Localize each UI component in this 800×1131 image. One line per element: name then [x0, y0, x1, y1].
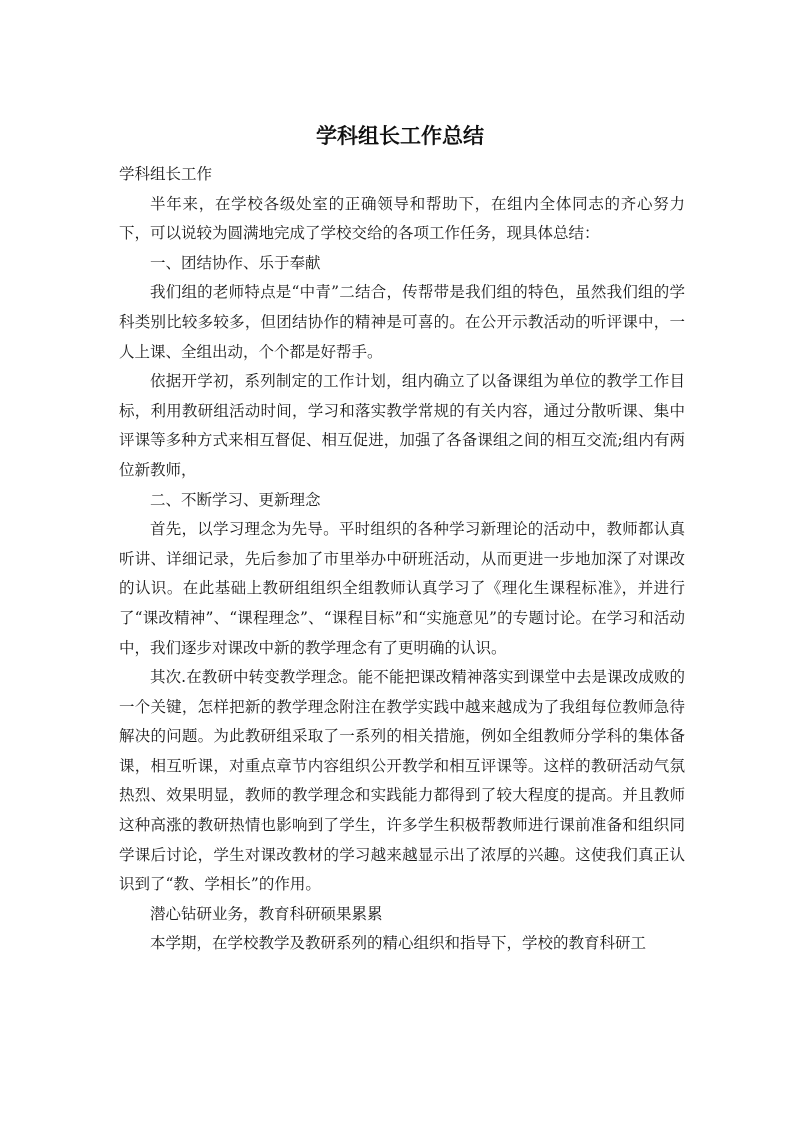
body-paragraph-heading-line: 学科组长工作 [119, 165, 213, 183]
section-heading-teamwork: 一、团结协作、乐于奉献 [150, 253, 321, 272]
section-heading-learning: 二、不断学习、更新理念 [150, 490, 321, 509]
body-paragraph: 本学期，在学校教学及教研系列的精心组织和指导下，学校的教育科研工 [150, 934, 647, 953]
body-paragraph: 其次.在教研中转变教学理念。能不能把课改精神落实到课堂中去是课改成败的一个关键，怎样把新的教学理念附注在教学实践中越来越成为了我组每位教师急待解决的问题。为此教研组采取了一系列的相关措施，例如全组教师分学科的集体备课，相互听课，对重点章节内容组织公开教学和相互评课等。这样的教研活动气氛热烈、效果明显，教师的教学理念和实践能力都得到了较大程度的提高。并且教师这种高涨的教研热情也影响到了学生，许多学生积极帮教师进行课前准备和组织同学课后讨论，学生对课改教材的学习越来越显示出了浓厚的兴趣。这使我们真正认识到了“教、学相长”的作用。 [119, 668, 685, 894]
body-paragraph: 依据开学初，系列制定的工作计划，组内确立了以备课组为单位的教学工作目标，利用教研组活动时间，学习和落实教学常规的有关内容，通过分散听课、集中评课等多种方式来相互督促、相互促进，加强了各备课组之间的相互交流;组内有两位新教师， [119, 372, 685, 479]
document-body [119, 160, 685, 959]
body-paragraph-intro: 半年来，在学校各级处室的正确领导和帮助下，在组内全体同志的齐心努力下，可以说较为圆满地完成了学校交给的各项工作任务，现具体总结： [119, 194, 685, 243]
body-paragraph: 首先，以学习理念为先导。平时组织的各种学习新理论的活动中，教师都认真听讲、详细记录，先后参加了市里举办中研班活动，从而更进一步地加深了对课改的认识。在此基础上教研组组织全组教师认真学习了《理化生课程标准》，并进行了“课改精神”、“课程理念”、“课程目标”和“实施意见”的专题讨论。在学习和活动中，我们逐步对课改中新的教学理念有了更明确的认识。 [119, 520, 685, 657]
body-paragraph: 我们组的老师特点是“中青”二结合，传帮带是我们组的特色，虽然我们组的学科类别比较多较多，但团结协作的精神是可喜的。在公开示教活动的听评课中，一人上课、全组出动，个个都是好帮手。 [119, 283, 685, 361]
document-title: 学科组长工作总结 [316, 124, 484, 148]
section-heading-research: 潜心钻研业务，教育科研硕果累累 [150, 904, 383, 923]
